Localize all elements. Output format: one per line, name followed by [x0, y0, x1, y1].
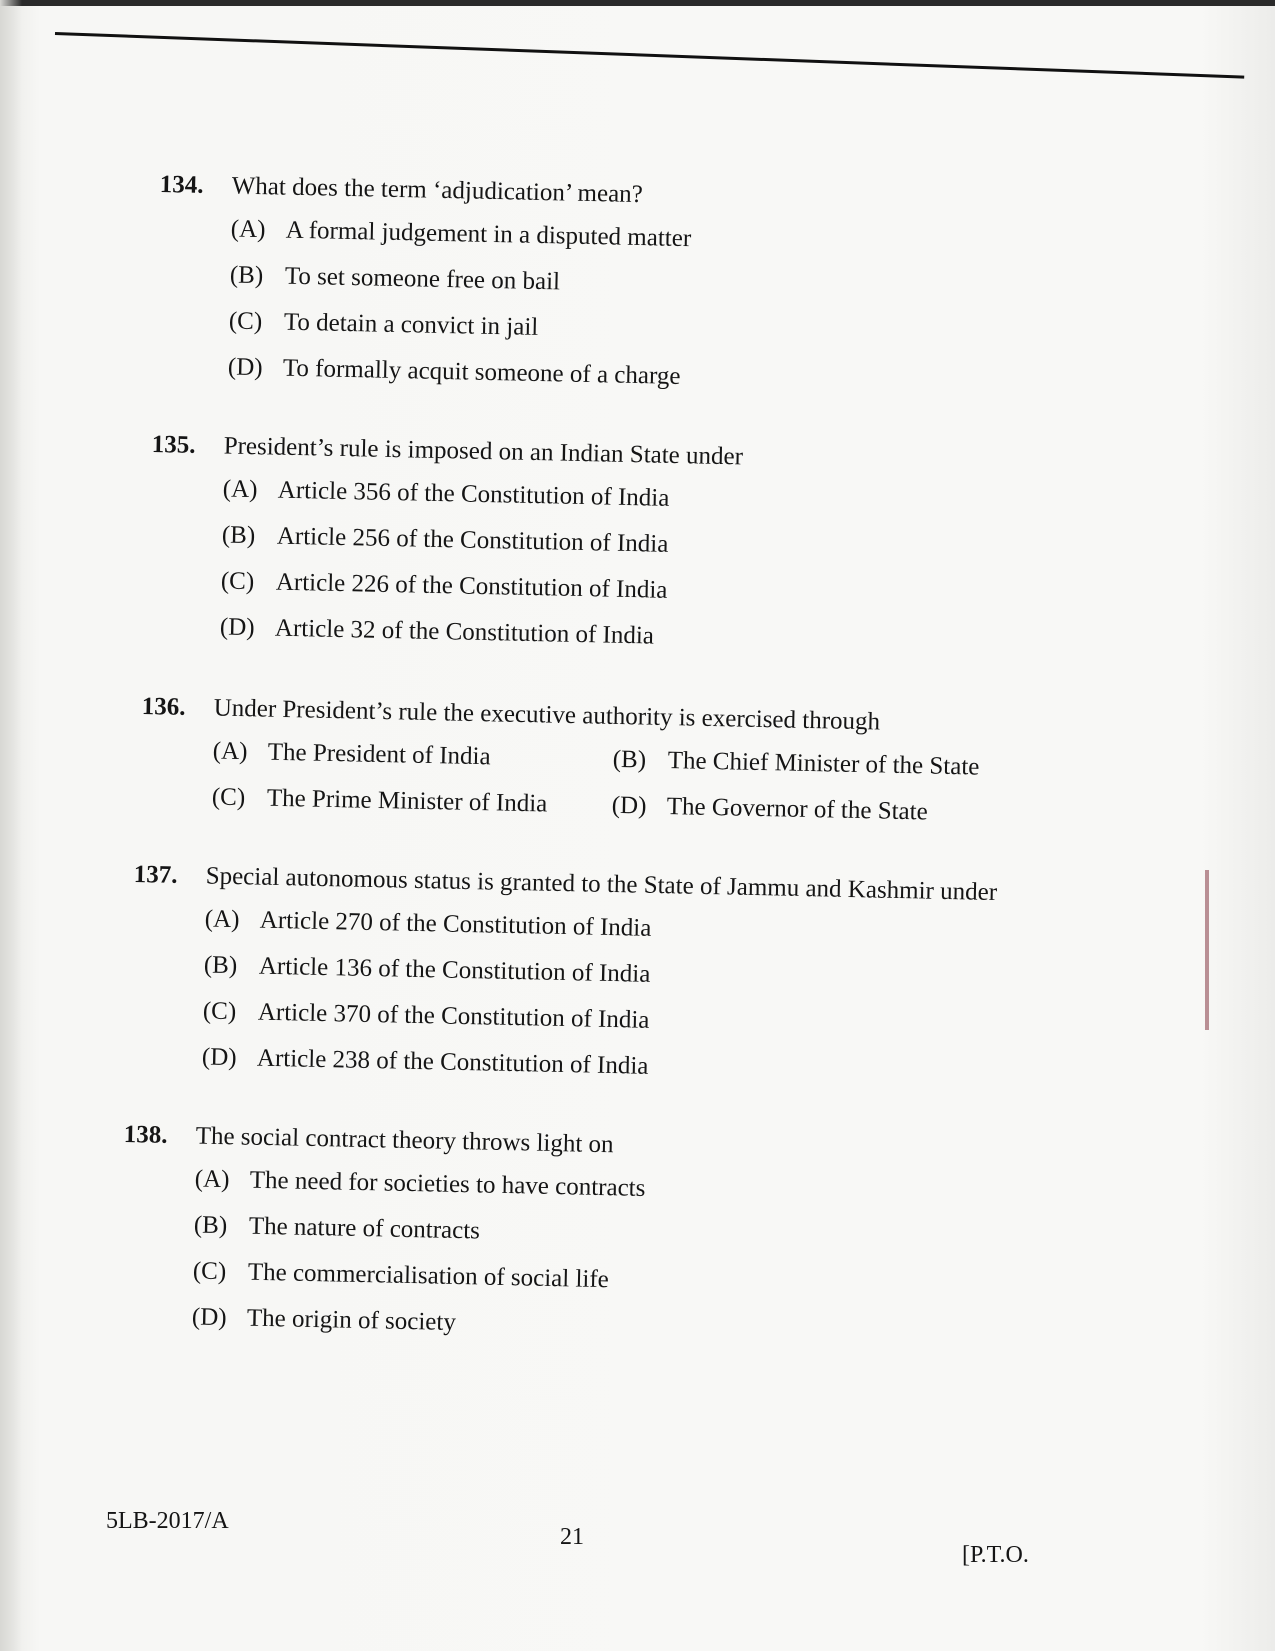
option-label: (C): [220, 567, 255, 596]
option-label: (A): [230, 215, 266, 244]
option-label: (B): [203, 951, 238, 980]
option-text: Article 136 of the Constitution of India: [258, 952, 651, 988]
question-number: 135.: [151, 431, 196, 459]
option-b: [612, 747, 1033, 790]
option-c: [211, 784, 612, 826]
option-text: The nature of contracts: [248, 1212, 481, 1245]
question-text: The social contract theory throws light on: [195, 1122, 614, 1159]
question-134: [155, 172, 692, 410]
option-d: [227, 354, 688, 410]
options-grid: [211, 738, 1032, 835]
question-number: 134.: [159, 171, 204, 199]
option-text: The need for societies to have contracts: [249, 1166, 646, 1202]
option-text: The Prime Minister of India: [266, 784, 548, 818]
question-number: 138.: [123, 1121, 168, 1149]
options-list: [227, 216, 691, 410]
option-d: [191, 1304, 643, 1359]
option-text: Article 256 of the Constitution of India: [276, 522, 669, 558]
option-label: (C): [228, 307, 263, 336]
option-label: (D): [201, 1043, 237, 1072]
option-label: (D): [227, 353, 263, 382]
option-text: The Chief Minister of the State: [667, 747, 980, 781]
option-d: [611, 793, 1032, 836]
option-label: (D): [611, 791, 647, 820]
question-135: [147, 432, 743, 671]
question-137: [129, 862, 997, 1107]
please-turn-over: [P.T.O.: [962, 1542, 1029, 1568]
option-text: Article 238 of the Constitution of India: [256, 1044, 649, 1080]
option-label: (A): [194, 1165, 230, 1194]
question-number: 137.: [133, 861, 178, 889]
option-d: [219, 614, 739, 671]
option-text: Article 32 of the Constitution of India: [274, 614, 655, 650]
page-number: 21: [560, 1524, 584, 1550]
question-text: Special autonomous status is granted to the State of Jammu and Kashmir under: [205, 862, 998, 907]
question-text: President’s rule is imposed on an Indian State under: [223, 432, 744, 471]
exam-code: 5LB-2017/A: [106, 1508, 229, 1534]
option-label: (B): [193, 1211, 228, 1240]
option-text: A formal judgement in a disputed matter: [285, 216, 692, 253]
option-text: Article 270 of the Constitution of India: [259, 906, 652, 942]
question-text: Under President’s rule the executive authority is exercised through: [213, 694, 881, 736]
option-label: (A): [204, 905, 240, 934]
option-label: (B): [221, 521, 256, 550]
question-number: 136.: [141, 693, 186, 721]
option-label: (C): [192, 1257, 227, 1286]
option-text: To detain a convict in jail: [283, 308, 539, 341]
options-list: [201, 906, 996, 1107]
option-label: (A): [212, 737, 248, 766]
option-label: (D): [219, 613, 255, 642]
option-text: The President of India: [267, 738, 491, 771]
option-text: Article 370 of the Constitution of India: [257, 998, 650, 1034]
question-138: [119, 1122, 646, 1360]
option-label: (B): [229, 261, 264, 290]
question-136: [139, 694, 1033, 836]
option-label: (D): [191, 1303, 227, 1332]
option-label: (A): [222, 475, 258, 504]
option-text: The Governor of the State: [666, 793, 929, 826]
option-text: Article 226 of the Constitution of India: [275, 568, 668, 604]
option-text: The origin of society: [246, 1304, 457, 1336]
option-label: (B): [612, 745, 647, 774]
option-a: [212, 738, 613, 780]
option-label: (C): [202, 997, 237, 1026]
option-text: To formally acquit someone of a charge: [282, 354, 681, 390]
option-text: Article 356 of the Constitution of India: [277, 476, 670, 512]
option-text: To set someone free on bail: [284, 262, 561, 296]
options-list: [219, 476, 742, 671]
question-text: What does the term ‘adjudication’ mean?: [231, 172, 644, 209]
options-list: [191, 1166, 645, 1359]
option-text: The commercialisation of social life: [247, 1258, 610, 1294]
option-label: (C): [211, 783, 246, 812]
